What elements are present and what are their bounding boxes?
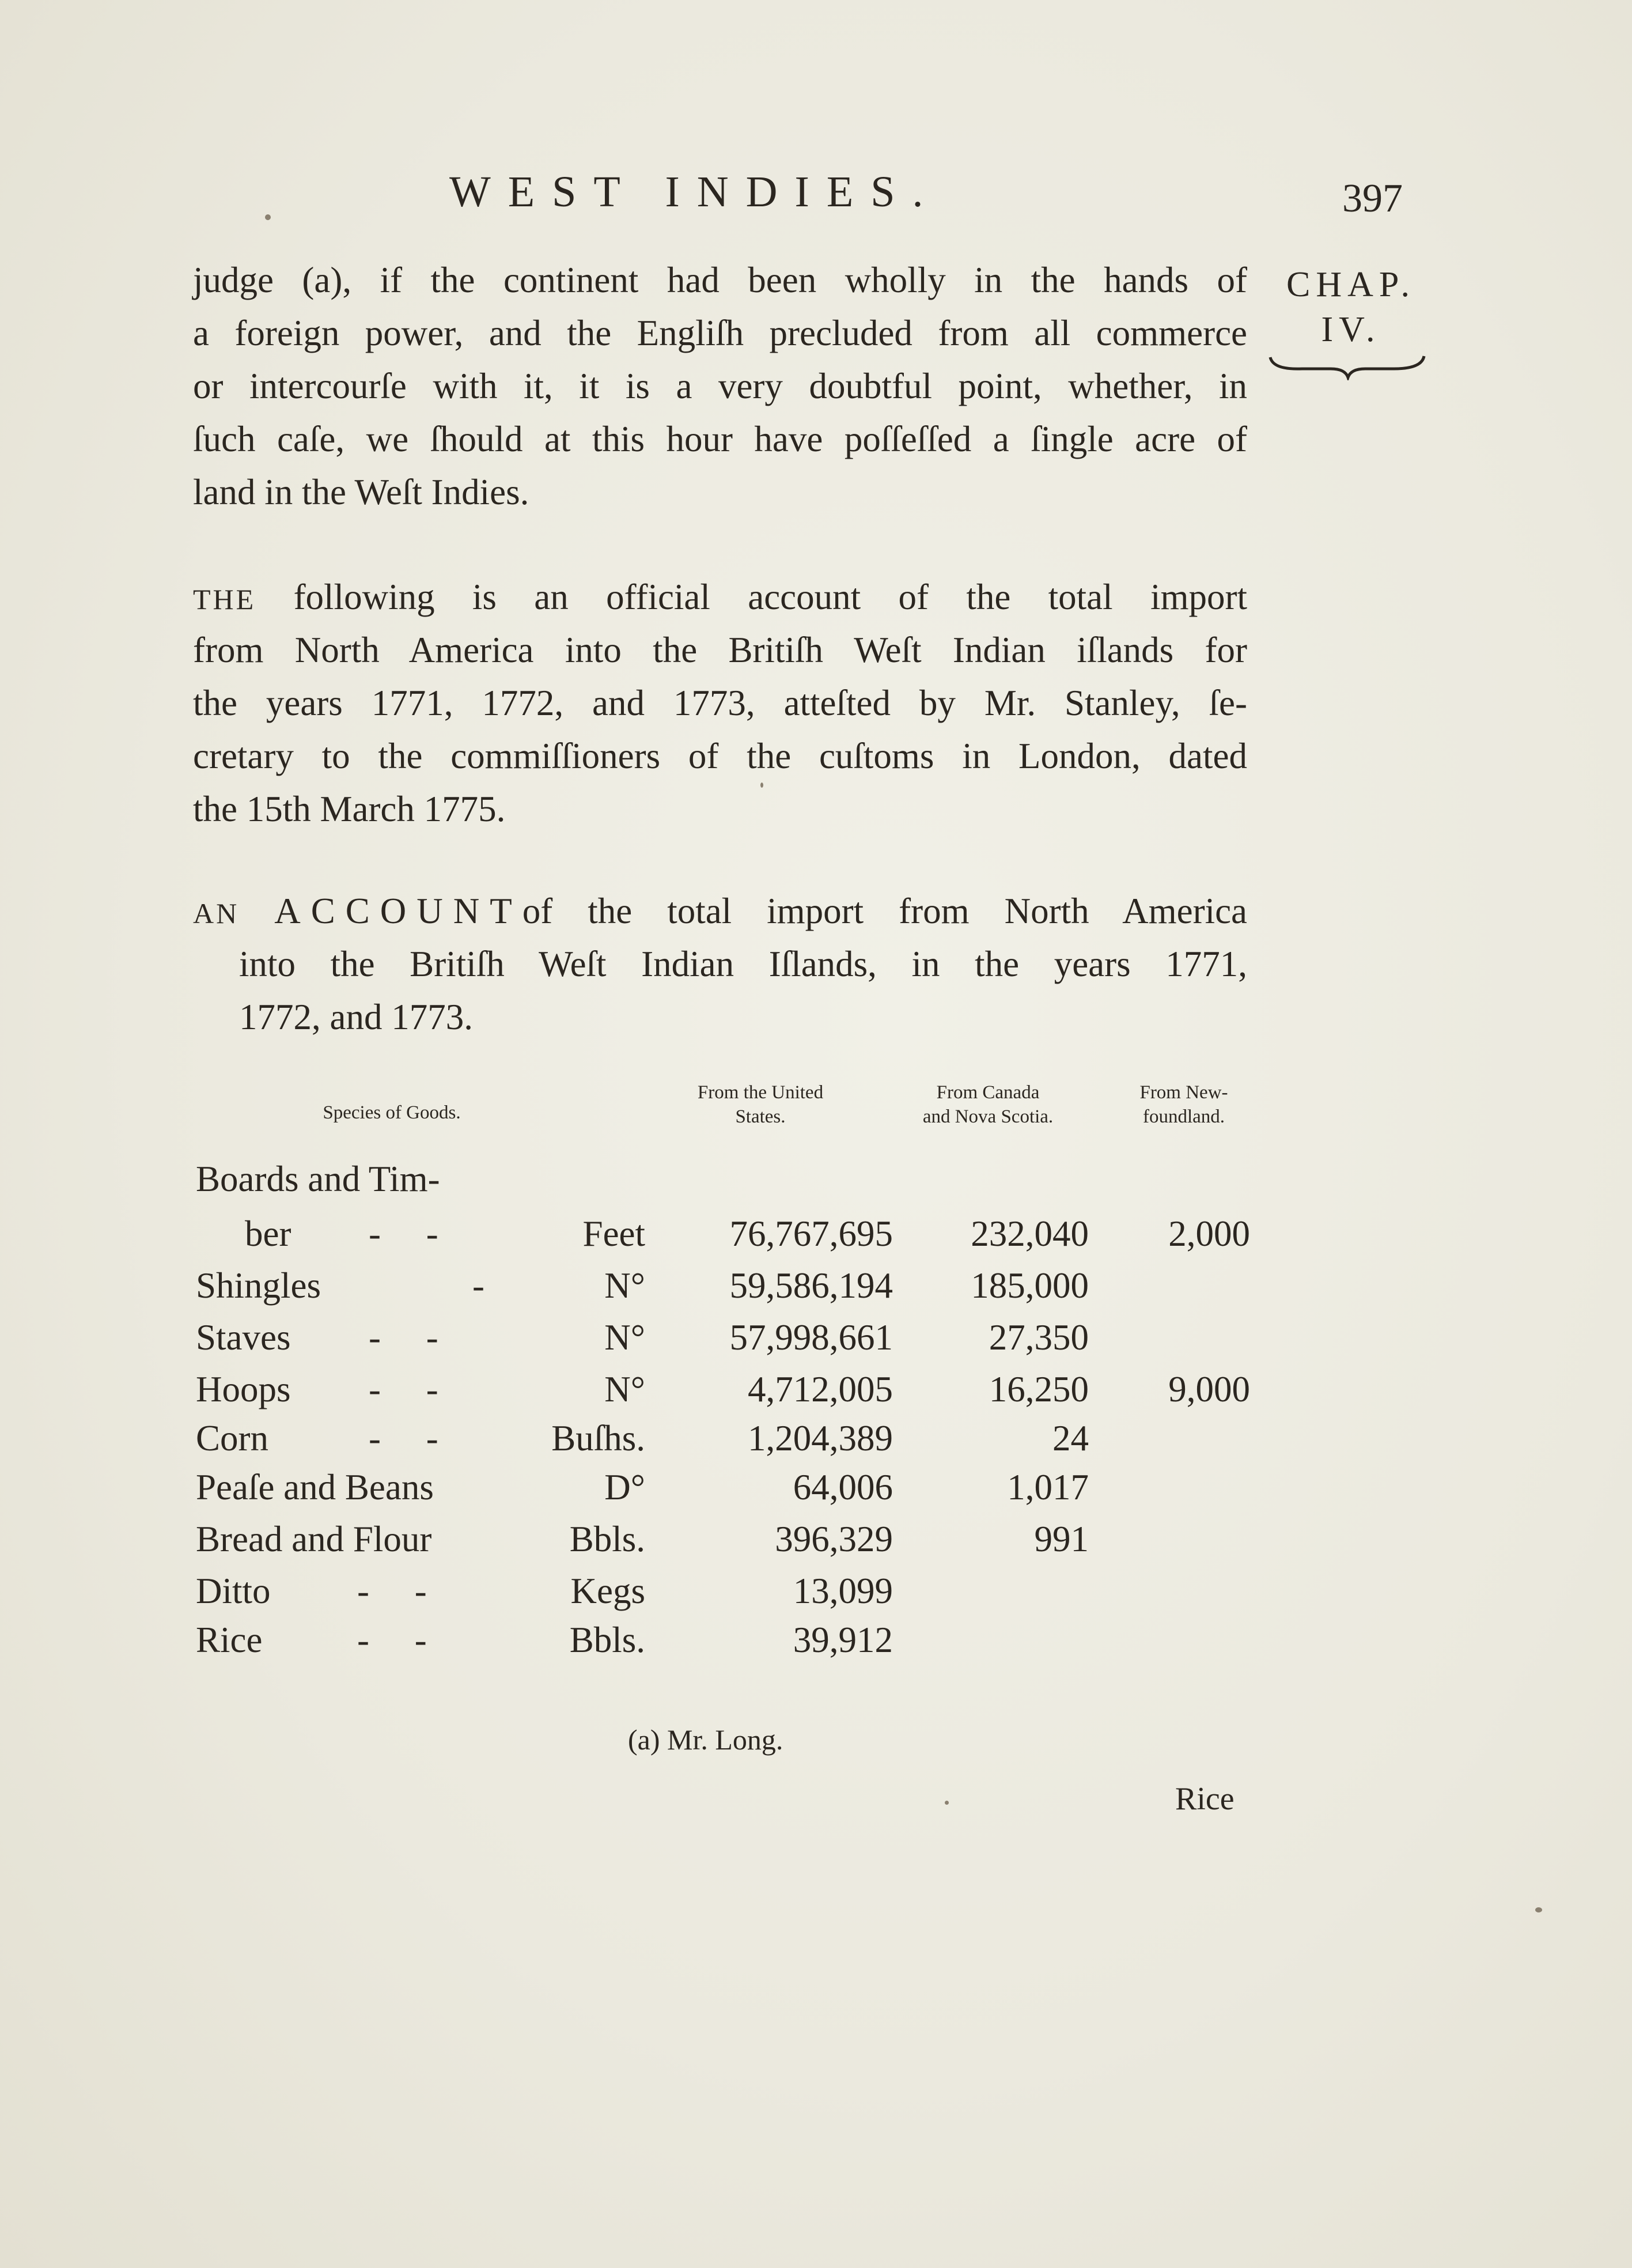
table-row-unit: Buſhs.: [551, 1418, 645, 1458]
table-row-unit: N°: [604, 1317, 645, 1358]
text-line: the years 1771, 1772, and 1773, atteſted by Mr. Stanley, ſe-: [193, 683, 1247, 723]
column-header-line: foundland.: [1142, 1106, 1225, 1127]
column-header-line: and Nova Scotia.: [922, 1106, 1054, 1127]
table-cell-united-states: 396,329: [775, 1519, 893, 1559]
text-line: cretary to the commiſſioners of the cuſtoms in London, dated: [193, 736, 1247, 776]
text-line: 1772, and 1773.: [239, 997, 473, 1037]
table-row-label-continued: ber: [245, 1214, 291, 1254]
table-row-dashes: - -: [369, 1418, 438, 1458]
page-number: 397: [1342, 176, 1403, 221]
table-row-unit: Kegs: [570, 1571, 645, 1611]
text-line: or intercourſe with it, it is a very doubtful point, whether, in: [193, 366, 1247, 406]
table-cell-united-states: 13,099: [793, 1571, 893, 1611]
table-row-label: Bread and Flour: [196, 1519, 432, 1559]
table-cell-united-states: 59,586,194: [729, 1265, 893, 1306]
catchword: Rice: [1175, 1781, 1235, 1817]
table-cell-canada: 991: [1034, 1519, 1089, 1559]
column-header-line: States.: [735, 1106, 786, 1127]
text-line: into the Britiſh Weſt Indian Iſlands, in the years 1771,: [239, 944, 1247, 984]
table-row-dashes: - -: [357, 1620, 427, 1660]
table-cell-canada: 232,040: [971, 1214, 1089, 1254]
column-header-line: From Canada: [936, 1082, 1040, 1103]
column-header-united-states: [662, 1080, 858, 1129]
table-cell-canada: 27,350: [989, 1317, 1089, 1358]
table-cell-united-states: 76,767,695: [729, 1214, 893, 1254]
column-header-canada: [893, 1080, 1083, 1129]
caption-lead-account: ACCOUNT: [274, 891, 522, 931]
column-header-species: Species of Goods.: [323, 1102, 461, 1123]
table-row-dashes: - -: [369, 1214, 438, 1254]
table-row-label: Corn: [196, 1418, 268, 1458]
table-row-dashes: - -: [369, 1369, 438, 1409]
text-line: ſuch caſe, we ſhould at this hour have poſſeſſed a ſingle acre of: [193, 419, 1247, 459]
text-line: the 15th March 1775.: [193, 789, 506, 829]
table-caption: [193, 884, 1247, 1044]
table-row-dashes: - -: [369, 1317, 438, 1358]
table-row-unit: D°: [604, 1467, 645, 1507]
paragraph-2: [193, 570, 1247, 836]
text-line: a foreign power, and the Engliſh precluded from all commerce: [193, 313, 1247, 353]
column-header-line: From the United: [697, 1082, 824, 1103]
paper-speck: [760, 783, 763, 788]
table-cell-canada: 185,000: [971, 1265, 1089, 1306]
caption-lead-an: AN: [193, 897, 240, 929]
table-row-dashes: - -: [357, 1571, 427, 1611]
table-cell-united-states: 4,712,005: [748, 1369, 893, 1409]
table-cell-united-states: 39,912: [793, 1620, 893, 1660]
paper-speck: [265, 214, 271, 220]
text-line: from North America into the Britiſh Weſt Indian iſlands for: [193, 630, 1247, 670]
table-cell-canada: 16,250: [989, 1369, 1089, 1409]
table-row-label: Hoops: [196, 1369, 291, 1409]
paper-speck: [1535, 1907, 1542, 1912]
text-line: land in the Weſt Indies.: [193, 472, 529, 512]
text-fragment: of the total import from North America: [522, 891, 1248, 931]
table-row-unit: Bbls.: [569, 1519, 645, 1559]
table-cell-canada: 1,017: [1007, 1467, 1089, 1507]
table-row-dashes: -: [472, 1265, 484, 1306]
paper-speck: [945, 1801, 949, 1805]
table-row-unit: N°: [604, 1369, 645, 1409]
margin-note-number: IV.: [1321, 310, 1381, 349]
margin-note-chap: CHAP.: [1286, 265, 1415, 304]
table-row-unit: Feet: [582, 1214, 645, 1254]
table-cell-canada: 24: [1052, 1418, 1089, 1458]
text-line: [193, 884, 1247, 938]
column-header-newfoundland: [1118, 1080, 1250, 1129]
column-header-line: From New-: [1139, 1082, 1228, 1103]
running-head: WEST INDIES.: [449, 168, 941, 216]
table-cell-newfoundland: 2,000: [1168, 1214, 1250, 1254]
table-row-unit: N°: [604, 1265, 645, 1306]
table-row-label: Ditto: [196, 1571, 271, 1611]
paragraph-1: [193, 254, 1247, 519]
table-cell-newfoundland: 9,000: [1168, 1369, 1250, 1409]
table-row-label: Shingles: [196, 1265, 321, 1306]
table-cell-united-states: 1,204,389: [748, 1418, 893, 1458]
table-row-label: Peaſe and Beans: [196, 1467, 434, 1507]
footnote: (a) Mr. Long.: [628, 1723, 783, 1756]
text-fragment: following is an official account of the total import: [293, 577, 1248, 617]
text-line: judge (a), if the continent had been wholly in the hands of: [193, 260, 1247, 300]
table-row-unit: Bbls.: [569, 1620, 645, 1660]
margin-note-chapter: [1276, 262, 1426, 352]
table-row-label: Boards and Tim-: [196, 1159, 440, 1199]
table-row-label: Rice: [196, 1620, 263, 1660]
table-cell-united-states: 64,006: [793, 1467, 893, 1507]
table-row-label: Staves: [196, 1317, 291, 1358]
table-cell-united-states: 57,998,661: [729, 1317, 893, 1358]
paragraph-lead-word: THE: [193, 583, 256, 615]
margin-brace-icon: [1267, 346, 1429, 380]
text-line: [193, 570, 1247, 623]
